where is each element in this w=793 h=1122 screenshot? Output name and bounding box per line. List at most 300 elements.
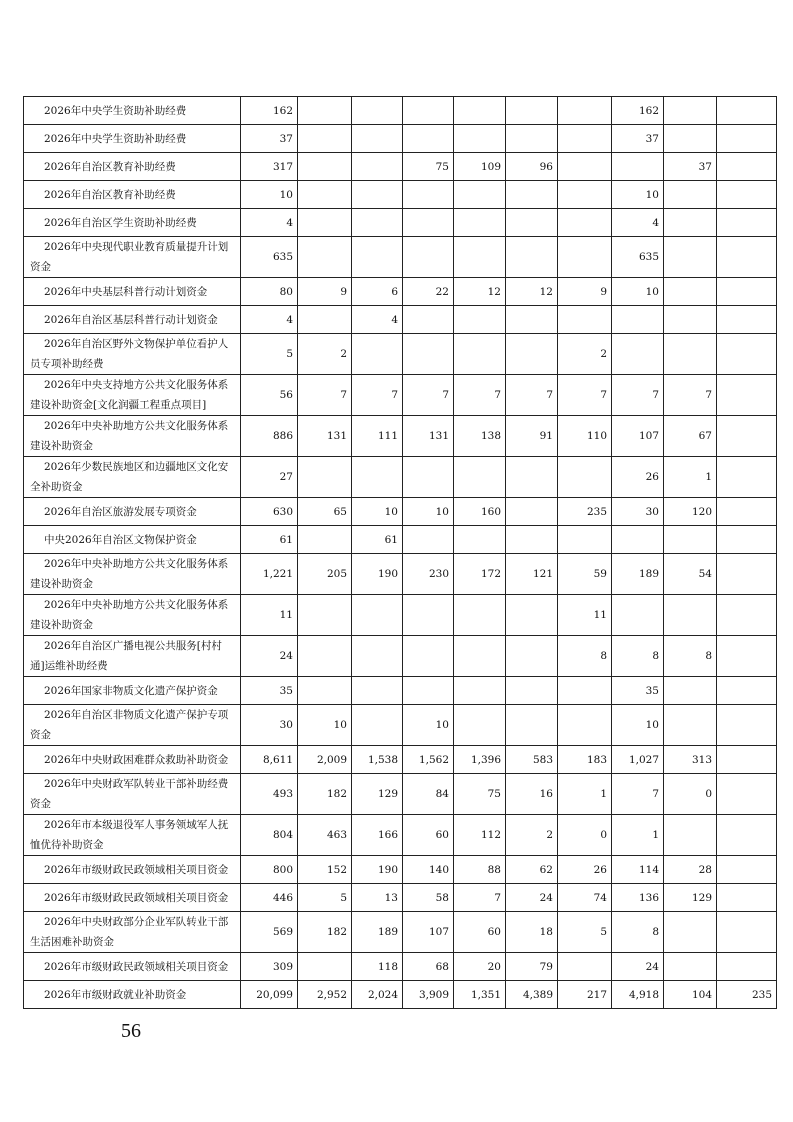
amount-cell: 2,952 (298, 981, 352, 1009)
amount-cell: 10 (241, 181, 298, 209)
amount-cell (352, 237, 403, 278)
amount-cell (612, 334, 664, 375)
table-row (24, 774, 777, 815)
amount-cell: 4,389 (506, 981, 558, 1009)
page-number: 56 (121, 1020, 141, 1042)
amount-cell: 104 (664, 981, 717, 1009)
amount-cell (558, 677, 612, 705)
amount-cell (558, 181, 612, 209)
amount-cell (717, 912, 777, 953)
amount-cell: 235 (558, 498, 612, 526)
amount-cell: 1,351 (454, 981, 506, 1009)
budget-table (23, 96, 777, 1009)
amount-cell: 205 (298, 554, 352, 595)
amount-cell: 131 (403, 416, 454, 457)
amount-cell (506, 636, 558, 677)
amount-cell (717, 554, 777, 595)
amount-cell (403, 181, 454, 209)
amount-cell: 16 (506, 774, 558, 815)
amount-cell: 2 (506, 815, 558, 856)
amount-cell: 12 (454, 278, 506, 306)
amount-cell: 8 (558, 636, 612, 677)
amount-cell: 2 (298, 334, 352, 375)
amount-cell (717, 815, 777, 856)
amount-cell (403, 97, 454, 125)
table-row (24, 375, 777, 416)
amount-cell (664, 526, 717, 554)
project-name-cell: 2026年自治区基层科普行动计划资金 (24, 306, 241, 334)
amount-cell: 4 (612, 209, 664, 237)
project-name-cell: 2026年自治区野外文物保护单位看护人员专项补助经费 (24, 334, 241, 375)
table-row (24, 498, 777, 526)
amount-cell (454, 677, 506, 705)
amount-cell: 131 (298, 416, 352, 457)
project-name-cell: 2026年自治区旅游发展专项资金 (24, 498, 241, 526)
amount-cell (298, 677, 352, 705)
amount-cell: 162 (612, 97, 664, 125)
table-row (24, 181, 777, 209)
amount-cell (558, 125, 612, 153)
amount-cell: 190 (352, 856, 403, 884)
project-name-cell: 2026年中央财政困难群众救助补助资金 (24, 746, 241, 774)
amount-cell (403, 595, 454, 636)
amount-cell (558, 306, 612, 334)
amount-cell (506, 334, 558, 375)
amount-cell: 804 (241, 815, 298, 856)
amount-cell: 0 (558, 815, 612, 856)
amount-cell: 182 (298, 774, 352, 815)
amount-cell: 91 (506, 416, 558, 457)
amount-cell (352, 209, 403, 237)
table-row (24, 636, 777, 677)
amount-cell (717, 636, 777, 677)
amount-cell: 7 (454, 375, 506, 416)
amount-cell: 65 (298, 498, 352, 526)
amount-cell (717, 677, 777, 705)
amount-cell (558, 237, 612, 278)
amount-cell (664, 181, 717, 209)
amount-cell: 1 (612, 815, 664, 856)
table-row (24, 237, 777, 278)
project-name-cell: 2026年中央财政军队转业干部补助经费资金 (24, 774, 241, 815)
amount-cell: 569 (241, 912, 298, 953)
amount-cell (664, 97, 717, 125)
amount-cell (454, 209, 506, 237)
amount-cell: 12 (506, 278, 558, 306)
amount-cell (454, 636, 506, 677)
amount-cell (717, 153, 777, 181)
amount-cell: 5 (558, 912, 612, 953)
amount-cell: 27 (241, 457, 298, 498)
project-name-cell: 2026年市本级退役军人事务领域军人抚恤优待补助资金 (24, 815, 241, 856)
amount-cell: 0 (664, 774, 717, 815)
amount-cell: 5 (298, 884, 352, 912)
table-row (24, 125, 777, 153)
amount-cell (612, 526, 664, 554)
amount-cell: 1,562 (403, 746, 454, 774)
amount-cell: 2,009 (298, 746, 352, 774)
project-name-cell: 2026年自治区广播电视公共服务[村村通]运维补助经费 (24, 636, 241, 677)
amount-cell: 230 (403, 554, 454, 595)
table-row (24, 334, 777, 375)
amount-cell: 4 (352, 306, 403, 334)
project-name-cell: 2026年中央支持地方公共文化服务体系建设补助资金[文化润疆工程重点项目] (24, 375, 241, 416)
table-row (24, 306, 777, 334)
amount-cell: 110 (558, 416, 612, 457)
amount-cell (664, 278, 717, 306)
amount-cell (664, 209, 717, 237)
project-name-cell: 2026年自治区教育补助经费 (24, 153, 241, 181)
amount-cell (664, 334, 717, 375)
table-row (24, 856, 777, 884)
amount-cell: 56 (241, 375, 298, 416)
amount-cell (454, 526, 506, 554)
amount-cell: 800 (241, 856, 298, 884)
project-name-cell: 2026年国家非物质文化遗产保护资金 (24, 677, 241, 705)
amount-cell (717, 375, 777, 416)
amount-cell (298, 306, 352, 334)
amount-cell: 635 (241, 237, 298, 278)
project-name-cell: 2026年中央现代职业教育质量提升计划资金 (24, 237, 241, 278)
amount-cell (298, 595, 352, 636)
amount-cell: 75 (403, 153, 454, 181)
amount-cell (612, 595, 664, 636)
amount-cell: 136 (612, 884, 664, 912)
amount-cell (298, 181, 352, 209)
amount-cell (352, 125, 403, 153)
amount-cell: 138 (454, 416, 506, 457)
amount-cell: 583 (506, 746, 558, 774)
amount-cell: 630 (241, 498, 298, 526)
amount-cell (298, 125, 352, 153)
amount-cell: 118 (352, 953, 403, 981)
project-name-cell: 2026年市级财政民政领域相关项目资金 (24, 856, 241, 884)
table-row (24, 416, 777, 457)
amount-cell (403, 457, 454, 498)
amount-cell: 60 (403, 815, 454, 856)
amount-cell (298, 457, 352, 498)
amount-cell (717, 705, 777, 746)
amount-cell: 75 (454, 774, 506, 815)
amount-cell (664, 705, 717, 746)
amount-cell (717, 457, 777, 498)
amount-cell: 8 (612, 636, 664, 677)
table-row (24, 815, 777, 856)
project-name-cell: 2026年自治区教育补助经费 (24, 181, 241, 209)
amount-cell: 107 (403, 912, 454, 953)
amount-cell (298, 153, 352, 181)
amount-cell: 129 (664, 884, 717, 912)
amount-cell: 7 (403, 375, 454, 416)
amount-cell (664, 125, 717, 153)
amount-cell (558, 457, 612, 498)
amount-cell (298, 237, 352, 278)
amount-cell: 217 (558, 981, 612, 1009)
amount-cell: 493 (241, 774, 298, 815)
amount-cell: 88 (454, 856, 506, 884)
amount-cell: 58 (403, 884, 454, 912)
project-name-cell: 2026年中央补助地方公共文化服务体系建设补助资金 (24, 595, 241, 636)
amount-cell (664, 237, 717, 278)
table-row (24, 884, 777, 912)
amount-cell: 61 (241, 526, 298, 554)
amount-cell: 37 (612, 125, 664, 153)
amount-cell (717, 746, 777, 774)
amount-cell: 109 (454, 153, 506, 181)
amount-cell: 28 (664, 856, 717, 884)
amount-cell: 4,918 (612, 981, 664, 1009)
amount-cell: 10 (612, 181, 664, 209)
amount-cell (717, 97, 777, 125)
table-row (24, 554, 777, 595)
table-row (24, 912, 777, 953)
amount-cell: 8,611 (241, 746, 298, 774)
amount-cell (454, 306, 506, 334)
amount-cell (352, 457, 403, 498)
amount-cell (717, 181, 777, 209)
amount-cell: 74 (558, 884, 612, 912)
amount-cell (664, 595, 717, 636)
amount-cell (717, 953, 777, 981)
amount-cell: 13 (352, 884, 403, 912)
amount-cell (506, 97, 558, 125)
amount-cell (612, 153, 664, 181)
amount-cell (506, 237, 558, 278)
amount-cell: 24 (241, 636, 298, 677)
amount-cell (717, 334, 777, 375)
amount-cell: 1,221 (241, 554, 298, 595)
amount-cell: 54 (664, 554, 717, 595)
amount-cell: 10 (612, 705, 664, 746)
amount-cell: 129 (352, 774, 403, 815)
amount-cell (506, 209, 558, 237)
amount-cell (717, 884, 777, 912)
amount-cell: 166 (352, 815, 403, 856)
table-row (24, 981, 777, 1009)
amount-cell (717, 498, 777, 526)
amount-cell: 446 (241, 884, 298, 912)
amount-cell: 7 (298, 375, 352, 416)
amount-cell (664, 912, 717, 953)
amount-cell: 3,909 (403, 981, 454, 1009)
table-row (24, 705, 777, 746)
amount-cell: 635 (612, 237, 664, 278)
project-name-cell: 2026年中央补助地方公共文化服务体系建设补助资金 (24, 416, 241, 457)
amount-cell (454, 97, 506, 125)
amount-cell (352, 153, 403, 181)
amount-cell (352, 334, 403, 375)
amount-cell: 152 (298, 856, 352, 884)
amount-cell (454, 705, 506, 746)
amount-cell (717, 526, 777, 554)
amount-cell (352, 705, 403, 746)
amount-cell (506, 457, 558, 498)
amount-cell: 24 (612, 953, 664, 981)
table-row (24, 746, 777, 774)
amount-cell: 107 (612, 416, 664, 457)
amount-cell: 7 (558, 375, 612, 416)
amount-cell: 61 (352, 526, 403, 554)
amount-cell: 30 (241, 705, 298, 746)
amount-cell: 112 (454, 815, 506, 856)
amount-cell: 2,024 (352, 981, 403, 1009)
amount-cell: 60 (454, 912, 506, 953)
amount-cell (506, 705, 558, 746)
amount-cell: 1,396 (454, 746, 506, 774)
project-name-cell: 2026年中央财政部分企业军队转业干部生活困难补助资金 (24, 912, 241, 953)
amount-cell: 7 (454, 884, 506, 912)
amount-cell (558, 97, 612, 125)
amount-cell (612, 306, 664, 334)
project-name-cell: 2026年市级财政民政领域相关项目资金 (24, 953, 241, 981)
table-row (24, 457, 777, 498)
project-name-cell: 2026年市级财政民政领域相关项目资金 (24, 884, 241, 912)
amount-cell: 182 (298, 912, 352, 953)
table-row (24, 153, 777, 181)
amount-cell (506, 181, 558, 209)
amount-cell: 160 (454, 498, 506, 526)
amount-cell (403, 209, 454, 237)
amount-cell (454, 125, 506, 153)
table-row (24, 677, 777, 705)
amount-cell (403, 526, 454, 554)
amount-cell: 111 (352, 416, 403, 457)
amount-cell: 18 (506, 912, 558, 953)
amount-cell: 463 (298, 815, 352, 856)
table-row (24, 526, 777, 554)
table-body (24, 97, 777, 1009)
amount-cell: 8 (664, 636, 717, 677)
amount-cell (558, 526, 612, 554)
project-name-cell: 2026年中央学生资助补助经费 (24, 125, 241, 153)
amount-cell: 68 (403, 953, 454, 981)
amount-cell (298, 209, 352, 237)
amount-cell: 7 (612, 774, 664, 815)
amount-cell (717, 125, 777, 153)
amount-cell: 1 (558, 774, 612, 815)
amount-cell: 11 (558, 595, 612, 636)
amount-cell (506, 677, 558, 705)
amount-cell: 114 (612, 856, 664, 884)
amount-cell: 5 (241, 334, 298, 375)
amount-cell: 10 (403, 705, 454, 746)
amount-cell: 10 (612, 278, 664, 306)
amount-cell (717, 237, 777, 278)
amount-cell (558, 209, 612, 237)
table-row (24, 97, 777, 125)
amount-cell: 162 (241, 97, 298, 125)
amount-cell (506, 526, 558, 554)
amount-cell (403, 334, 454, 375)
amount-cell: 7 (506, 375, 558, 416)
project-name-cell: 2026年中央补助地方公共文化服务体系建设补助资金 (24, 554, 241, 595)
amount-cell: 4 (241, 209, 298, 237)
amount-cell (403, 636, 454, 677)
amount-cell: 9 (298, 278, 352, 306)
amount-cell: 7 (352, 375, 403, 416)
amount-cell: 37 (241, 125, 298, 153)
amount-cell: 140 (403, 856, 454, 884)
amount-cell (403, 125, 454, 153)
amount-cell (403, 306, 454, 334)
table-row (24, 209, 777, 237)
amount-cell (403, 677, 454, 705)
amount-cell (506, 498, 558, 526)
amount-cell (558, 953, 612, 981)
amount-cell: 317 (241, 153, 298, 181)
amount-cell (454, 181, 506, 209)
amount-cell: 172 (454, 554, 506, 595)
amount-cell: 1,538 (352, 746, 403, 774)
amount-cell (664, 306, 717, 334)
amount-cell (454, 595, 506, 636)
amount-cell: 26 (612, 457, 664, 498)
amount-cell (298, 636, 352, 677)
amount-cell: 1,027 (612, 746, 664, 774)
amount-cell (506, 595, 558, 636)
amount-cell: 37 (664, 153, 717, 181)
project-name-cell: 2026年自治区非物质文化遗产保护专项资金 (24, 705, 241, 746)
amount-cell: 62 (506, 856, 558, 884)
amount-cell (717, 278, 777, 306)
amount-cell (506, 306, 558, 334)
amount-cell: 120 (664, 498, 717, 526)
amount-cell: 59 (558, 554, 612, 595)
amount-cell: 7 (612, 375, 664, 416)
table-row (24, 595, 777, 636)
amount-cell: 190 (352, 554, 403, 595)
amount-cell: 35 (241, 677, 298, 705)
amount-cell: 26 (558, 856, 612, 884)
amount-cell (454, 334, 506, 375)
amount-cell: 35 (612, 677, 664, 705)
amount-cell (664, 677, 717, 705)
amount-cell: 10 (298, 705, 352, 746)
amount-cell (717, 306, 777, 334)
amount-cell: 24 (506, 884, 558, 912)
amount-cell: 2 (558, 334, 612, 375)
amount-cell: 183 (558, 746, 612, 774)
amount-cell (352, 181, 403, 209)
amount-cell: 4 (241, 306, 298, 334)
amount-cell: 67 (664, 416, 717, 457)
amount-cell: 10 (352, 498, 403, 526)
amount-cell (352, 677, 403, 705)
amount-cell: 189 (352, 912, 403, 953)
amount-cell: 84 (403, 774, 454, 815)
amount-cell: 80 (241, 278, 298, 306)
amount-cell: 1 (664, 457, 717, 498)
project-name-cell: 2026年中央基层科普行动计划资金 (24, 278, 241, 306)
amount-cell (664, 815, 717, 856)
amount-cell: 8 (612, 912, 664, 953)
amount-cell (506, 125, 558, 153)
amount-cell: 10 (403, 498, 454, 526)
table-row (24, 953, 777, 981)
amount-cell (717, 774, 777, 815)
amount-cell (352, 595, 403, 636)
amount-cell: 11 (241, 595, 298, 636)
amount-cell: 96 (506, 153, 558, 181)
amount-cell (558, 153, 612, 181)
amount-cell: 313 (664, 746, 717, 774)
amount-cell: 309 (241, 953, 298, 981)
amount-cell: 9 (558, 278, 612, 306)
amount-cell (403, 237, 454, 278)
amount-cell: 20,099 (241, 981, 298, 1009)
project-name-cell: 2026年少数民族地区和边疆地区文化安全补助资金 (24, 457, 241, 498)
amount-cell: 235 (717, 981, 777, 1009)
